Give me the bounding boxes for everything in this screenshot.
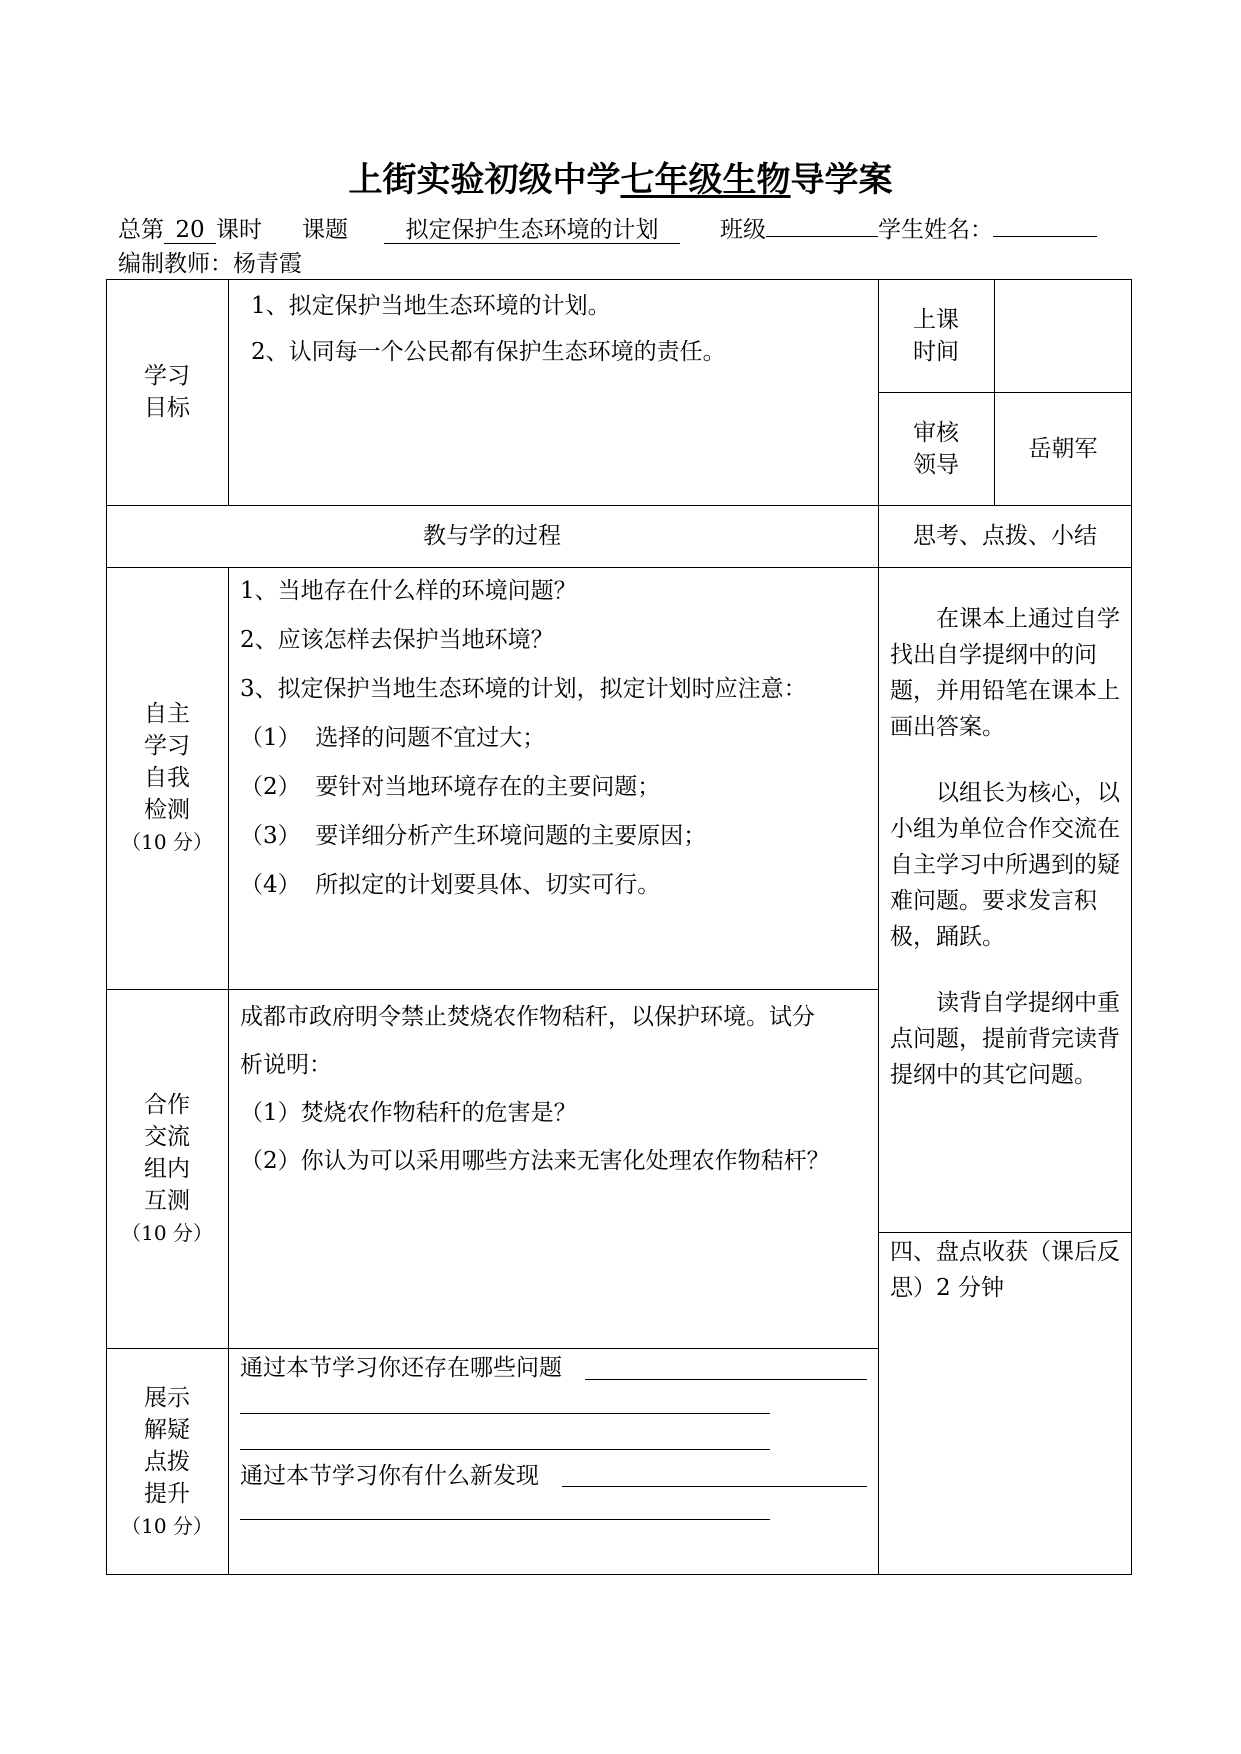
column-divider <box>228 567 229 1575</box>
class-field[interactable] <box>766 236 878 237</box>
answer-line[interactable] <box>240 1519 770 1520</box>
self-study-label-line: 自主 <box>144 701 190 727</box>
lesson-meta-line <box>118 214 1097 246</box>
self-study-line: 2、应该怎样去保护当地环境？ <box>240 627 554 653</box>
reviewer-name-text: 岳朝军 <box>1028 435 1098 462</box>
class-time-field[interactable] <box>994 279 1132 392</box>
cooperation-label-line: 交流 <box>144 1123 190 1150</box>
answer-line[interactable] <box>562 1486 867 1487</box>
self-study-line: 3、拟定保护当地生态环境的计划，拟定计划时应注意： <box>240 676 807 702</box>
page-title <box>0 158 1241 202</box>
self-study-label-line: 检测 <box>144 797 190 823</box>
sidebar-note-recite: 读背自学提纲中重点问题，提前背完读背提纲中的其它问题。 <box>890 990 1120 1088</box>
process-header-right <box>878 505 1132 567</box>
class-time-line2: 时间 <box>913 338 959 365</box>
display-label-line: 解疑 <box>144 1416 190 1443</box>
sidebar-notes <box>890 601 1122 1123</box>
cooperation-question-1: （1）焚烧农作物秸秆的危害是？ <box>240 1100 577 1126</box>
self-study-label-line: 学习 <box>144 733 190 759</box>
reviewer-line1: 审核 <box>913 419 959 446</box>
editor-line <box>118 248 302 280</box>
class-label: 班级 <box>720 217 766 243</box>
self-study-line: 1、当地存在什么样的环境问题？ <box>240 578 577 604</box>
cooperation-label <box>106 989 228 1348</box>
objective-item-1: 1、拟定保护当地生态环境的计划。 <box>251 293 611 319</box>
cooperation-score: （10 分） <box>121 1220 213 1245</box>
sidebar-note-cooperation: 以组长为核心，以小组为单位合作交流在自主学习中所遇到的疑难问题。要求发言积极，踊跃。 <box>890 780 1120 950</box>
display-label <box>106 1348 228 1575</box>
objectives-label-line2: 目标 <box>144 395 190 421</box>
display-label-line: 提升 <box>144 1480 190 1507</box>
objectives-label <box>106 279 228 505</box>
sidebar-harvest: 四、盘点收获（课后反思）2 分钟 <box>890 1239 1120 1301</box>
display-prompt-1: 通过本节学习你还存在哪些问题 <box>240 1355 562 1381</box>
process-header-right-text: 思考、点拨、小结 <box>913 523 1097 549</box>
title-doc-type: 导学案 <box>790 160 893 200</box>
self-study-line: （1） 选择的问题不宜过大； <box>240 725 546 751</box>
display-label-line: 展示 <box>144 1384 190 1411</box>
self-study-label-line: 自我 <box>144 765 190 791</box>
objectives-label-line1: 学习 <box>144 363 190 389</box>
cooperation-label-line: 互测 <box>144 1187 190 1214</box>
cooperation-intro-line2: 析说明： <box>240 1052 332 1078</box>
self-study-line: （3） 要详细分析产生环境问题的主要原因； <box>240 823 707 849</box>
answer-line[interactable] <box>585 1379 867 1380</box>
topic-label: 课题 <box>302 217 348 243</box>
lesson-unit: 课时 <box>216 217 262 243</box>
display-prompt-2: 通过本节学习你有什么新发现 <box>240 1463 539 1489</box>
objective-item-2: 2、认同每一个公民都有保护生态环境的责任。 <box>251 339 726 365</box>
editor-name: 杨青霞 <box>233 251 302 277</box>
lesson-number-field[interactable]: 20 <box>164 217 216 244</box>
answer-line[interactable] <box>240 1449 770 1450</box>
student-name-label: 学生姓名： <box>878 217 993 243</box>
answer-line[interactable] <box>240 1413 770 1414</box>
class-time-label <box>878 279 994 392</box>
student-name-field[interactable] <box>993 236 1097 237</box>
column-divider <box>228 279 229 505</box>
self-study-line: （2） 要针对当地环境存在的主要问题； <box>240 774 661 800</box>
class-time-line1: 上课 <box>913 306 959 333</box>
cooperation-intro-line1: 成都市政府明令禁止焚烧农作物秸秆，以保护环境。试分 <box>240 1004 815 1030</box>
reviewer-name <box>994 392 1132 505</box>
self-study-score: （10 分） <box>121 830 213 854</box>
row-divider <box>878 1232 1132 1233</box>
title-grade-subject: 七年级生物 <box>620 160 791 200</box>
display-score: （10 分） <box>121 1513 213 1538</box>
cooperation-question-2: （2）你认为可以采用哪些方法来无害化处理农作物秸杆？ <box>240 1148 830 1174</box>
total-label: 总第 <box>118 217 164 243</box>
reviewer-line2: 领导 <box>913 451 959 478</box>
cooperation-label-line: 合作 <box>144 1091 190 1118</box>
reviewer-label <box>878 392 994 505</box>
cooperation-label-line: 组内 <box>144 1155 190 1182</box>
title-school: 上街实验初级中学 <box>348 160 621 200</box>
sidebar-note-self-study: 在课本上通过自学找出自学提纲中的问题，并用铅笔在课本上画出答案。 <box>890 606 1120 740</box>
row-divider <box>106 567 1132 568</box>
process-header-left-text: 教与学的过程 <box>423 523 561 549</box>
topic-field[interactable]: 拟定保护生态环境的计划 <box>384 217 680 244</box>
editor-label: 编制教师： <box>118 251 233 277</box>
process-header-left <box>106 505 878 567</box>
self-study-label <box>106 567 228 989</box>
display-label-line: 点拨 <box>144 1448 190 1475</box>
self-study-line: （4） 所拟定的计划要具体、切实可行。 <box>240 872 661 898</box>
